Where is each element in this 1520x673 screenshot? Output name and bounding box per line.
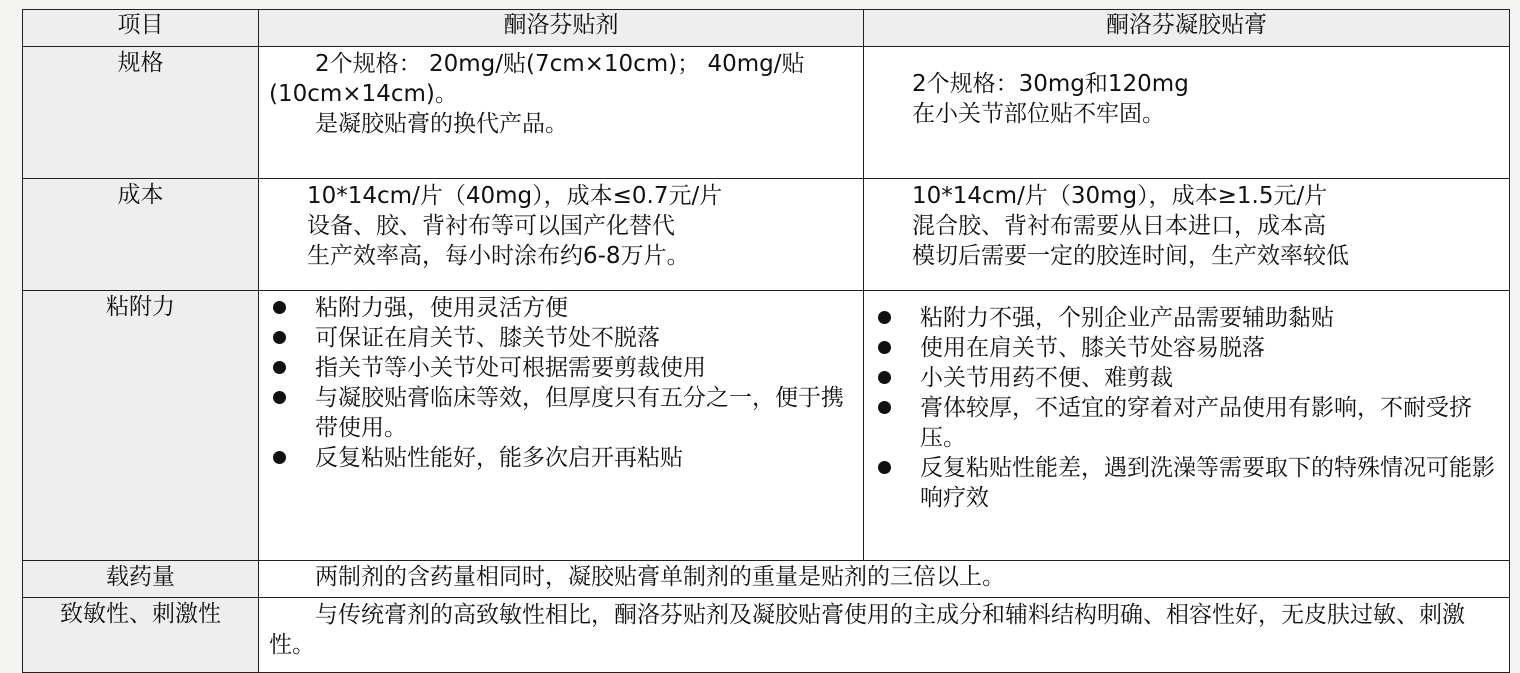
list-item-text: 可保证在肩关节、膝关节处不脱落 bbox=[315, 325, 660, 351]
cost-patch-line: 设备、胶、背衬布等可以国产化替代 bbox=[307, 213, 675, 239]
bullet-icon bbox=[878, 371, 891, 384]
list-item bbox=[874, 393, 1501, 453]
list-item bbox=[874, 303, 1501, 333]
cost-gel-line: 模切后需要一定的胶连时间，生产效率较低 bbox=[912, 243, 1349, 269]
row-label-sensitization: 致敏性、刺激性 bbox=[23, 598, 259, 673]
row-label-drug-load: 载药量 bbox=[23, 561, 259, 598]
header-row bbox=[23, 10, 1510, 47]
row-adhesion bbox=[23, 291, 1510, 561]
cost-gel-line: 混合胶、背衬布需要从日本进口，成本高 bbox=[912, 213, 1326, 239]
row-label-spec: 规格 bbox=[23, 47, 259, 179]
row-label-adhesion: 粘附力 bbox=[23, 291, 259, 561]
row-sensitization bbox=[23, 598, 1510, 673]
adhesion-gel-list bbox=[874, 303, 1501, 513]
list-item-text: 反复粘贴性能好，能多次启开再粘贴 bbox=[315, 445, 683, 471]
list-item-text: 使用在肩关节、膝关节处容易脱落 bbox=[920, 335, 1265, 361]
header-gel-patch: 酮洛芬凝胶贴膏 bbox=[864, 10, 1510, 47]
spec-gel-line: 2个规格：30mg和120mg bbox=[912, 71, 1189, 97]
cell-adhesion-patch bbox=[259, 291, 864, 561]
list-item-text: 指关节等小关节处可根据需要剪裁使用 bbox=[315, 355, 706, 381]
list-item bbox=[874, 363, 1501, 393]
cell-adhesion-gel bbox=[864, 291, 1510, 561]
sensitization-text: 与传统膏剂的高致敏性相比，酮洛芬贴剂及凝胶贴膏使用的主成分和辅料结构明确、相容性好，无皮肤过敏、刺激性。 bbox=[269, 602, 1465, 658]
list-item bbox=[874, 453, 1501, 513]
cell-spec-patch bbox=[259, 47, 864, 179]
list-item bbox=[874, 333, 1501, 363]
bullet-icon bbox=[273, 391, 286, 404]
bullet-icon bbox=[273, 331, 286, 344]
bullet-icon bbox=[878, 341, 891, 354]
list-item-text: 与凝胶贴膏临床等效，但厚度只有五分之一，便于携带使用。 bbox=[315, 385, 844, 441]
bullet-icon bbox=[273, 361, 286, 374]
list-item bbox=[269, 443, 855, 473]
spec-patch-line: 2个规格： 20mg/贴(7cm×10cm)； 40mg/贴 bbox=[315, 51, 805, 77]
list-item bbox=[269, 323, 855, 353]
bullet-icon bbox=[273, 451, 286, 464]
bullet-icon bbox=[878, 401, 891, 414]
list-item-text: 小关节用药不便、难剪裁 bbox=[920, 365, 1173, 391]
drug-load-text: 两制剂的含药量相同时，凝胶贴膏单制剂的重量是贴剂的三倍以上。 bbox=[315, 564, 1005, 590]
header-item: 项目 bbox=[23, 10, 259, 47]
cell-spec-gel bbox=[864, 47, 1510, 179]
bullet-icon bbox=[878, 461, 891, 474]
list-item-text: 粘附力不强，个别企业产品需要辅助黏贴 bbox=[920, 305, 1334, 331]
row-label-cost: 成本 bbox=[23, 179, 259, 291]
cell-drug-load bbox=[259, 561, 1510, 598]
row-cost bbox=[23, 179, 1510, 291]
cost-patch-line: 10*14cm/片（40mg），成本≤0.7元/片 bbox=[307, 183, 723, 209]
spec-patch-line: 是凝胶贴膏的换代产品。 bbox=[315, 111, 568, 137]
list-item bbox=[269, 383, 855, 443]
cell-sensitization bbox=[259, 598, 1510, 673]
cost-gel-line: 10*14cm/片（30mg），成本≥1.5元/片 bbox=[912, 183, 1328, 209]
header-patch: 酮洛芬贴剂 bbox=[259, 10, 864, 47]
list-item-text: 反复粘贴性能差，遇到洗澡等需要取下的特殊情况可能影响疗效 bbox=[920, 455, 1495, 511]
list-item bbox=[269, 293, 855, 323]
cost-patch-line: 生产效率高，每小时涂布约6-8万片。 bbox=[307, 243, 690, 269]
row-spec bbox=[23, 47, 1510, 179]
spec-gel-line: 在小关节部位贴不牢固。 bbox=[912, 101, 1165, 127]
comparison-table bbox=[22, 9, 1510, 673]
row-drug-load bbox=[23, 561, 1510, 598]
list-item-text: 膏体较厚，不适宜的穿着对产品使用有影响，不耐受挤压。 bbox=[920, 395, 1472, 451]
list-item-text: 粘附力强，使用灵活方便 bbox=[315, 295, 568, 321]
cell-cost-patch bbox=[259, 179, 864, 291]
list-item bbox=[269, 353, 855, 383]
spec-patch-line: (10cm×14cm)。 bbox=[269, 81, 458, 107]
cell-cost-gel bbox=[864, 179, 1510, 291]
cropped-caption bbox=[0, 0, 1520, 9]
adhesion-patch-list bbox=[269, 293, 855, 473]
bullet-icon bbox=[878, 311, 891, 324]
bullet-icon bbox=[273, 301, 286, 314]
